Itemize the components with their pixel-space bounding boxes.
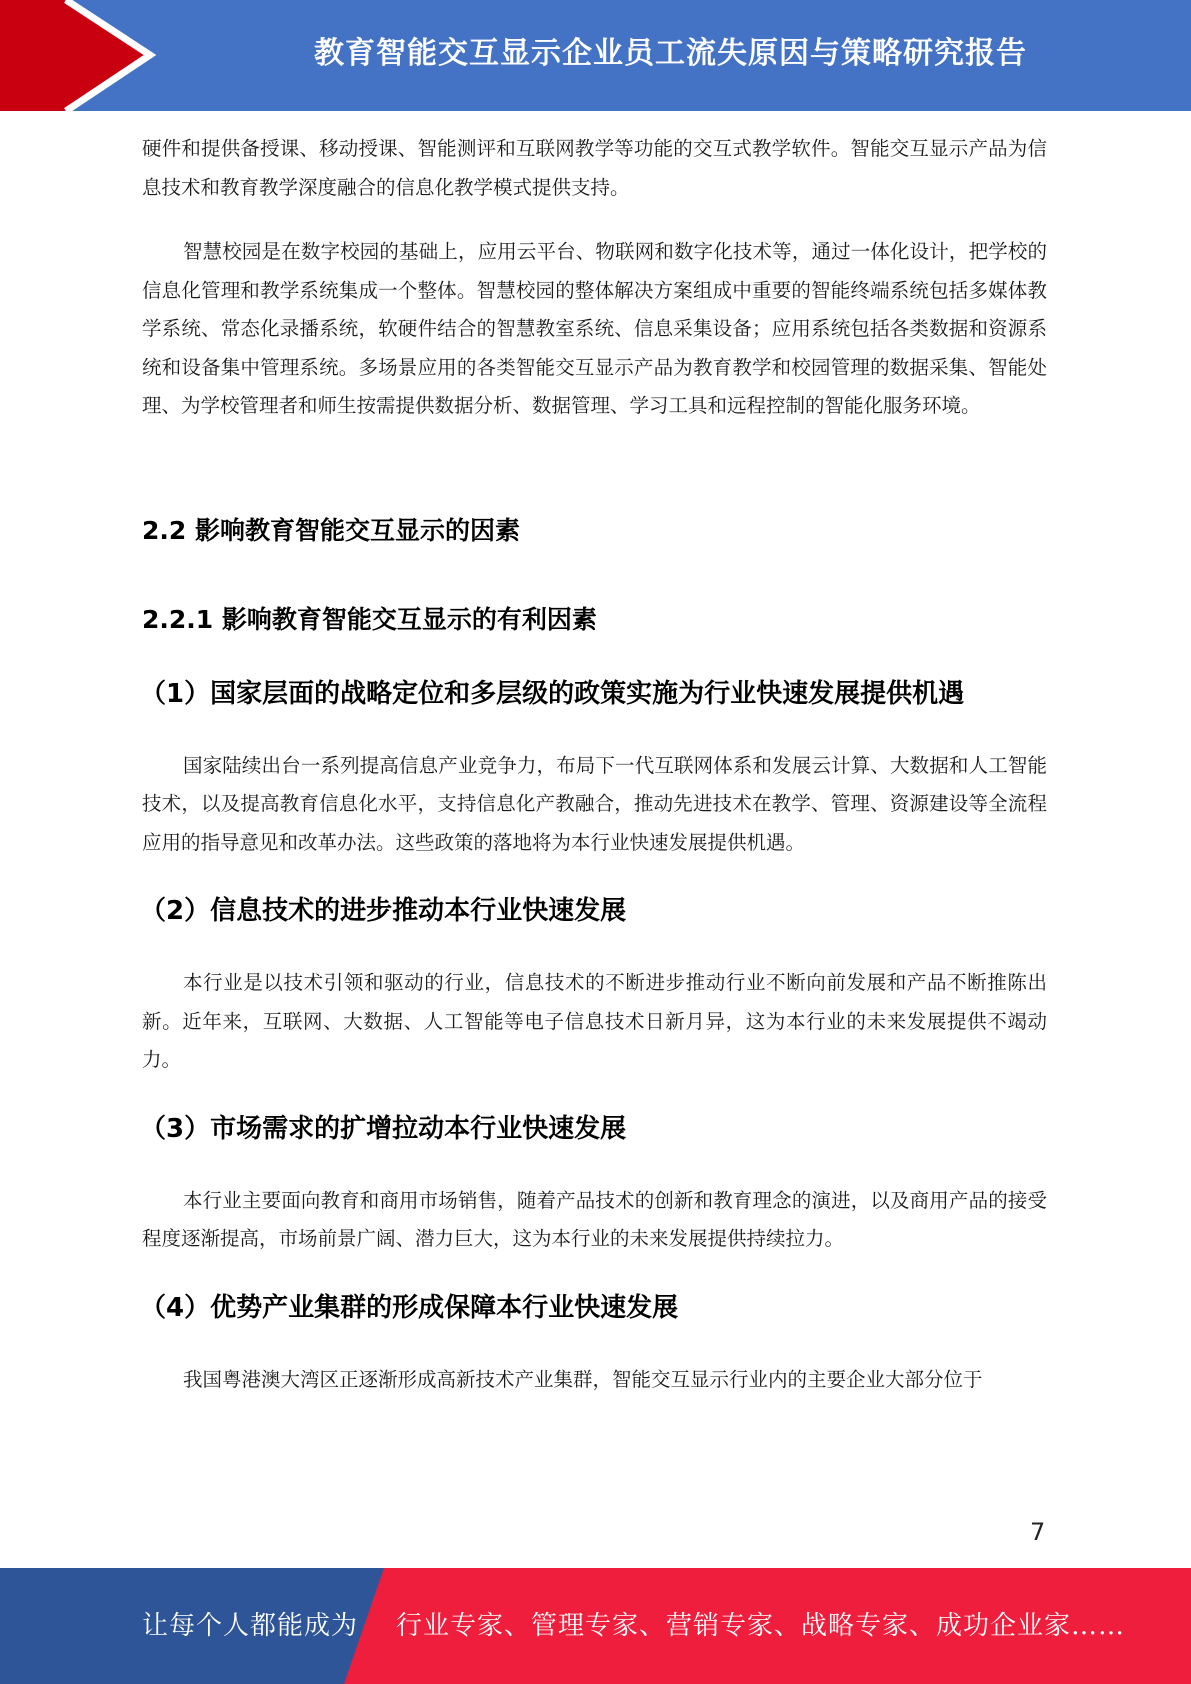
factor-heading: （4）优势产业集群的形成保障本行业快速发展	[140, 1292, 679, 1323]
factor-paragraph: 国家陆续出台一系列提高信息产业竞争力，布局下一代互联网体系和发展云计算、大数据和人工智能技术，以及提高教育信息化水平，支持信息化产教融合，推动先进技术在教学、管理、资源建设等全流程应用的指导意见和改革办法。这些政策的落地将为本行业快速发展提供机遇。	[142, 753, 1047, 854]
factor-paragraph: 我国粤港澳大湾区正逐渐形成高新技术产业集群，智能交互显示行业内的主要企业大部分位于	[183, 1367, 983, 1391]
header-arrow-decoration	[0, 0, 160, 111]
factor-heading: （1）国家层面的战略定位和多层级的政策实施为行业快速发展提供机遇	[140, 678, 965, 709]
factor-paragraph: 本行业主要面向教育和商用市场销售，随着产品技术的创新和教育理念的演进，以及商用产品的接受程度逐渐提高，市场前景广阔、潜力巨大，这为本行业的未来发展提供持续拉力。	[142, 1188, 1047, 1250]
page-header	[0, 0, 1191, 111]
factor-heading: （3）市场需求的扩增拉动本行业快速发展	[140, 1113, 627, 1144]
factor-heading: （2）信息技术的进步推动本行业快速发展	[140, 896, 627, 926]
paragraph: 智慧校园是在数字校园的基础上，应用云平台、物联网和数字化技术等，通过一体化设计，把学校的信息化管理和教学系统集成一个整体。智慧校园的整体解决方案组成中重要的智能终端系统包括多媒体教学系统、常态化录播系统，软硬件结合的智慧教室系统、信息采集设备；应用系统包括各类数据和资源系统和设备集中管理系统。多场景应用的各类智能交互显示产品为教育教学和校园管理的数据采集、智能处理、为学校管理者和师生按需提供数据分析、数据管理、学习工具和远程控制的智能化服务环境。	[142, 240, 1047, 417]
subsection-heading: 2.2.1 影响教育智能交互显示的有利因素	[142, 604, 597, 634]
footer-slogan-right: 行业专家、管理专家、营销专家、战略专家、成功企业家……	[396, 1610, 1126, 1641]
footer-slogan-left: 让每个人都能成为	[142, 1610, 359, 1641]
document-body	[142, 130, 1047, 1399]
section-heading: 2.2 影响教育智能交互显示的因素	[142, 515, 520, 545]
paragraph: 硬件和提供备授课、移动授课、智能测评和互联网教学等功能的交互式教学软件。智能交互显示产品为信息技术和教育教学深度融合的信息化教学模式提供支持。	[142, 137, 1047, 199]
report-title: 教育智能交互显示企业员工流失原因与策略研究报告	[314, 36, 1027, 71]
page-number: 7	[1030, 1518, 1046, 1546]
factor-paragraph: 本行业是以技术引领和驱动的行业，信息技术的不断进步推动行业不断向前发展和产品不断推陈出新。近年来，互联网、大数据、人工智能等电子信息技术日新月异，这为本行业的未来发展提供不竭动力。	[142, 971, 1047, 1071]
page-footer	[0, 1568, 1191, 1684]
